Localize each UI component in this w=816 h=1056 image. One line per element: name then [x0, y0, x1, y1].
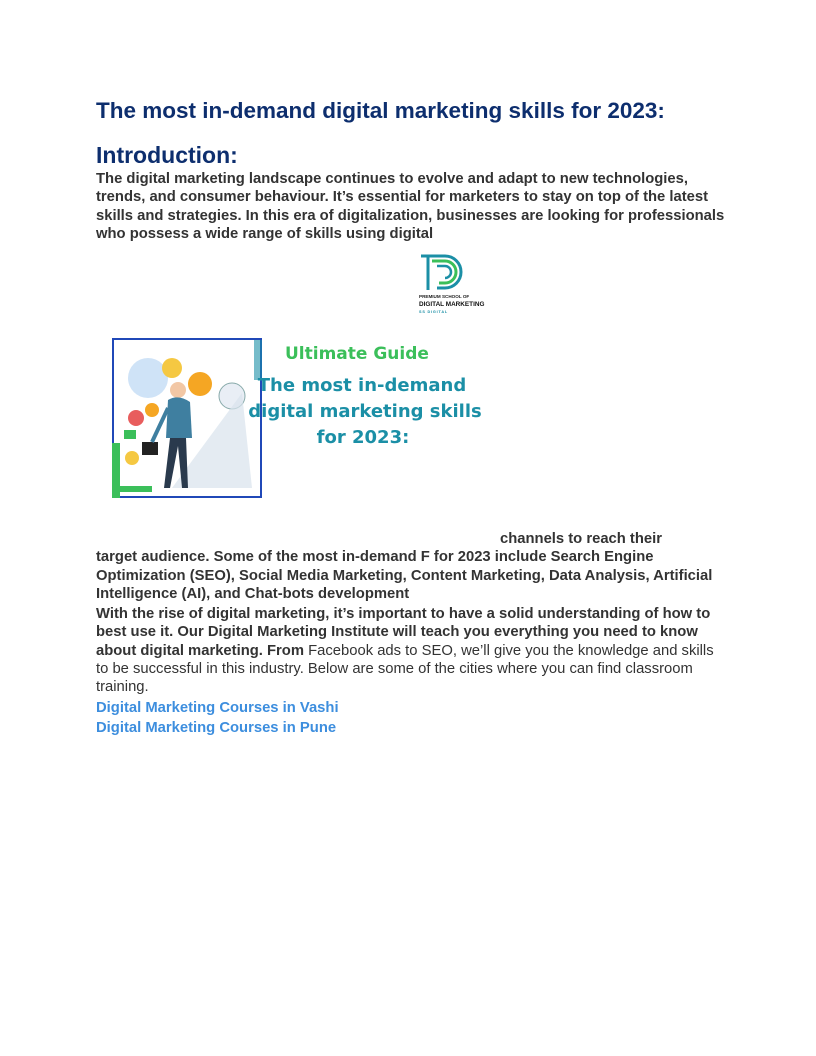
- logo-line-2: DIGITAL MARKETING: [419, 301, 485, 308]
- guide-line-1: The most in-demand: [257, 375, 467, 396]
- guide-line-3: for 2023:: [316, 427, 410, 448]
- guide-heading: Ultimate Guide: [285, 344, 429, 364]
- intro-heading: Introduction:: [96, 142, 238, 168]
- continuation-lead: channels to reach their: [500, 531, 662, 547]
- page-title: The most in-demand digital marketing skills for 2023:: [96, 98, 665, 123]
- continuation-rest: target audience. Some of the most in-demand F for 2023 include Search Engine Optimization (SEO), Social Media Marketing, Content Marketing, Data Analysis, Artificial Intelligence (AI), and Chat-bots development: [96, 549, 713, 602]
- institute-paragraph: [96, 605, 726, 696]
- school-logo: [415, 250, 497, 318]
- continuation-paragraph: [96, 530, 726, 603]
- logo-line-3: SS DIGITAL: [419, 310, 449, 314]
- link-courses-vashi[interactable]: Digital Marketing Courses in Vashi: [96, 700, 339, 716]
- institute-paragraph-normal: Facebook ads to SEO, we’ll give you the knowledge and skills to be successful in this industry. Below are some of the cities where you can find classroom training.: [96, 642, 714, 696]
- ultimate-guide-image: [112, 338, 482, 500]
- logo-line-1: PREMIUM SCHOOL OF: [419, 294, 470, 299]
- intro-paragraph: The digital marketing landscape continues to evolve and adapt to new technologies, trends, and consumer behaviour. It’s essential for marketers to stay on top of the latest skills and strategies. In this era of digitalization, businesses are looking for professionals who possess a wide range of skills using digital: [96, 171, 725, 242]
- institute-paragraph-bold: With the rise of digital marketing, it’s important to have a solid understanding of how to best use it. Our Digital Marketing Institute will teach you everything you need to know about digital marketing. From: [96, 606, 711, 659]
- guide-line-2: digital marketing skills: [248, 401, 482, 422]
- link-courses-pune[interactable]: Digital Marketing Courses in Pune: [96, 720, 337, 736]
- course-links: [96, 698, 339, 738]
